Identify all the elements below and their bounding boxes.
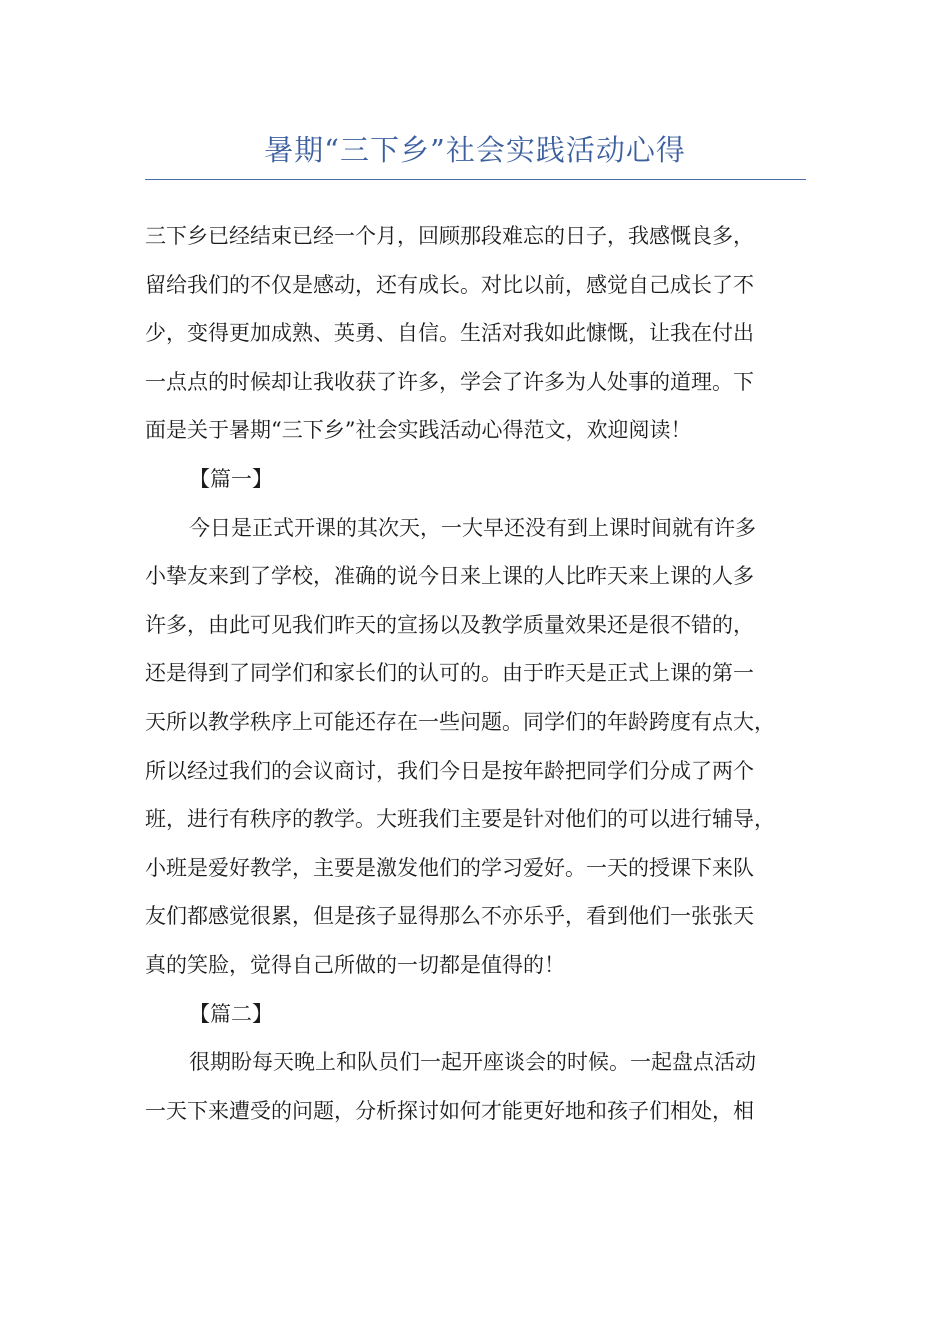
text-line: 班，进行有秩序的教学。大班我们主要是针对他们的可以进行辅导， — [145, 807, 775, 832]
text-line: 【篇一】 — [189, 466, 273, 491]
text-line: 留给我们的不仅是感动，还有成长。对比以前，感觉自己成长了不 — [145, 272, 754, 297]
document-body — [145, 212, 825, 1135]
text-line: 友们都感觉很累，但是孩子显得那么不亦乐乎，看到他们一张张天 — [145, 904, 754, 929]
text-line: 一天下来遭受的问题，分析探讨如何才能更好地和孩子们相处，相 — [145, 1098, 754, 1123]
text-line: 少，变得更加成熟、英勇、自信。生活对我如此慷慨，让我在付出 — [145, 321, 754, 346]
text-line: 今日是正式开课的其次天，一大早还没有到上课时间就有许多 — [189, 515, 756, 540]
text-line: 天所以教学秩序上可能还存在一些问题。同学们的年龄跨度有点大， — [145, 709, 775, 734]
text-line: 【篇二】 — [189, 1001, 273, 1026]
text-line: 小班是爱好教学，主要是激发他们的学习爱好。一天的授课下来队 — [145, 855, 754, 880]
text-line: 很期盼每天晚上和队员们一起开座谈会的时候。一起盘点活动 — [189, 1050, 756, 1075]
text-line: 面是关于暑期“三下乡”社会实践活动心得范文，欢迎阅读！ — [145, 418, 692, 443]
text-line: 小挚友来到了学校，准确的说今日来上课的人比昨天来上课的人多 — [145, 564, 754, 589]
text-line: 还是得到了同学们和家长们的认可的。由于昨天是正式上课的第一 — [145, 661, 754, 686]
text-line: 所以经过我们的会议商讨，我们今日是按年龄把同学们分成了两个 — [145, 758, 754, 783]
text-line: 一点点的时候却让我收获了许多，学会了许多为人处事的道理。下 — [145, 369, 754, 394]
document-title: 暑期“三下乡”社会实践活动心得 — [264, 133, 686, 167]
text-line: 真的笑脸，觉得自己所做的一切都是值得的！ — [145, 952, 565, 977]
text-line: 三下乡已经结束已经一个月，回顾那段难忘的日子，我感慨良多， — [145, 224, 754, 248]
title-underline — [145, 179, 806, 180]
text-line: 许多，由此可见我们昨天的宣扬以及教学质量效果还是很不错的， — [145, 612, 754, 637]
